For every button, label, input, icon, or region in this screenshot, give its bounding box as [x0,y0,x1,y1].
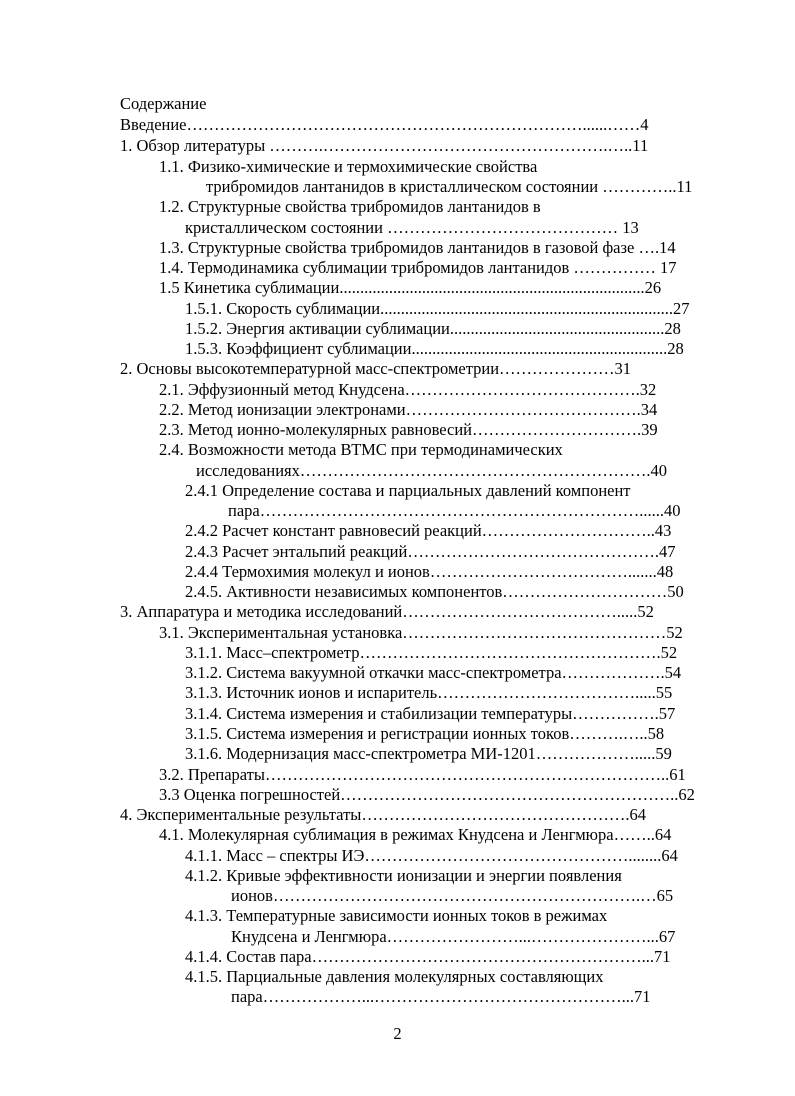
toc-entry: 3.1.1. Масс–спектрометр……………………………………………….52 [185,643,678,662]
toc-entry: 1.5.3. Коэффициент сублимации..............................................................28 [185,339,684,358]
toc-entry: 3.3 Оценка погрешностей……………………………………………………..62 [159,785,695,804]
toc-entry: 4.1.4. Состав пара……………………………………………………...71 [185,947,671,966]
toc-entry: 2.4.4 Термохимия молекул и ионов……………………………….......48 [185,562,674,581]
toc-entry: 4.1. Молекулярная сублимация в режимах Кнудсена и Ленгмюра……..64 [159,825,672,844]
toc-entry: 2.4.2 Расчет констант равновесий реакций…………………………..43 [185,521,672,540]
toc-entry: 2.4.1 Определение состава и парциальных давлений компонент [185,481,631,500]
toc-entry: 3.2. Препараты………………………………………………………………..61 [159,765,686,784]
toc-entry: 2.4.5. Активности независимых компонентов…………………………50 [185,582,684,601]
toc-entry: 1. Обзор литературы ……….…………………………………………….…..11 [120,136,649,155]
toc-entry: 3.1. Экспериментальная установка…………………………………………52 [159,623,683,642]
toc-entry: трибромидов лантанидов в кристаллическом состоянии …………..11 [206,177,693,196]
toc-entry: 3.1.5. Система измерения и регистрации ионных токов……….…..58 [185,724,665,743]
toc-entry: 3.1.4. Система измерения и стабилизации температуры…………….57 [185,704,676,723]
toc-heading: Содержание [120,94,207,113]
toc-entry: 2. Основы высокотемпературной масс-спектрометрии…………………31 [120,359,632,378]
toc-entry: 4.1.2. Кривые эффективности ионизации и энергии появления [185,866,622,885]
toc-entry: 2.3. Метод ионно-молекулярных равновесий………………………….39 [159,420,658,439]
toc-entry: ионов………………………………………………………….…65 [231,886,674,905]
toc-entry: 4.1.1. Масс – спектры ИЭ…………………………………………........64 [185,846,678,865]
page-number: 2 [393,1024,402,1043]
toc-entry: 3.1.3. Источник ионов и испаритель……………………………….....55 [185,683,673,702]
toc-entry: 2.2. Метод ионизации электронами…………………………………….34 [159,400,658,419]
toc-entry: 2.4.3 Расчет энтальпий реакций……………………………………….47 [185,542,676,561]
toc-entry: исследованиях……………………………………………………….40 [196,461,667,480]
toc-entry: Кнудсена и Ленгмюра……………………...…………………...67 [231,927,676,946]
toc-entry: 1.5.2. Энергия активации сублимации....................................................28 [185,319,681,338]
toc-entry: 1.3. Структурные свойства трибромидов лантанидов в газовой фазе ….14 [159,238,676,257]
toc-entry: пара……………………………………………………………......40 [228,501,681,520]
toc-entry: Введение………………………………………………………………......……4 [120,115,649,134]
toc-entry: пара………………...………………………………………...71 [231,987,651,1006]
toc-entry: 2.4. Возможности метода ВТМС при термодинамических [159,440,563,459]
toc-entry: 1.2. Структурные свойства трибромидов лантанидов в [159,197,541,216]
toc-entry: 4.1.3. Температурные зависимости ионных токов в режимах [185,906,608,925]
toc-entry: 3.1.6. Модернизация масс-спектрометра МИ-1201……………….....59 [185,744,672,763]
toc-entry: 1.5.1. Скорость сублимации.......................................................................27 [185,299,690,318]
toc-entry: 1.5 Кинетика сублимации..........................................................................26 [159,278,662,297]
toc-entry: 3. Аппаратура и методика исследований………………………………….....52 [120,602,654,621]
toc-entry: 4.1.5. Парциальные давления молекулярных составляющих [185,967,604,986]
toc-entry: 1.4. Термодинамика сублимации трибромидов лантанидов …………… 17 [159,258,677,277]
toc-entry: 4. Экспериментальные результаты………………………………………….64 [120,805,646,824]
toc-entry: 2.1. Эффузионный метод Кнудсена…………………………………….32 [159,380,657,399]
toc-entry: 1.1. Физико-химические и термохимические свойства [159,157,538,176]
toc-entry: 3.1.2. Система вакуумной откачки масс-спектрометра……………….54 [185,663,682,682]
toc-entry: кристаллическом состоянии …………………………………… 13 [185,218,639,237]
